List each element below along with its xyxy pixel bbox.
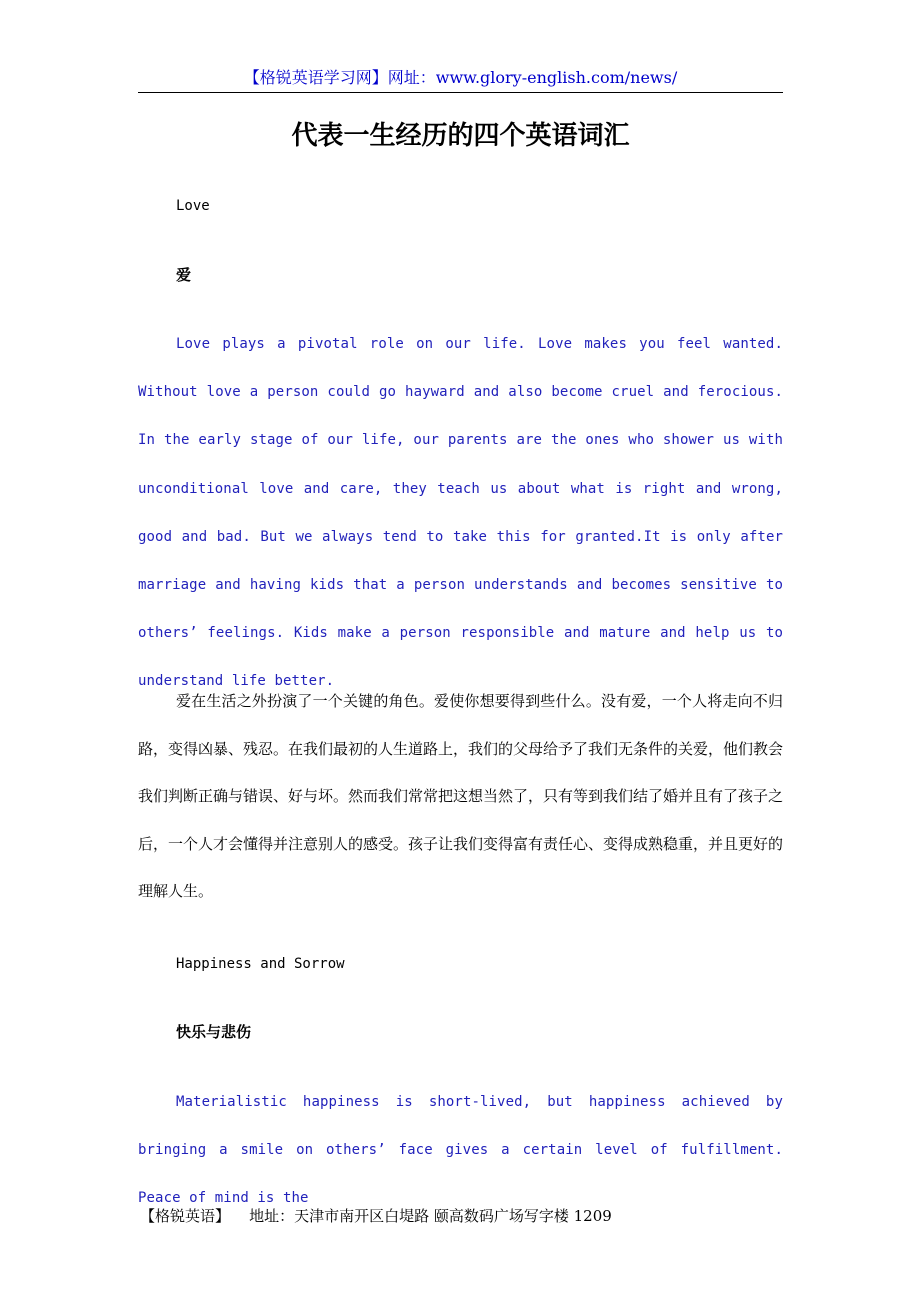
footer-brand: 【格锐英语】 <box>140 1207 231 1225</box>
footer-address: 地址：天津市南开区白堤路 颐高数码广场写字楼 1209 <box>249 1207 612 1225</box>
section-heading-en-love: Love <box>176 198 210 214</box>
paragraph-en-love: Love plays a pivotal role on our life. Love makes you feel wanted. Without love a person could go hayward and also become cruel and ferocious. In the early stage of our life, our parents are the ones who shower us with unconditional love and care, they teach us about what is right and wrong, good and bad. But we always tend to take this for granted.It is only after marriage and having kids that a person understands and becomes sensitive to others’ feelings. Kids make a person responsible and mature and help us to understand life better. <box>138 336 783 690</box>
section-heading-cn-happiness: 快乐与悲伤 <box>176 1023 252 1041</box>
paragraph-en-happiness: Materialistic happiness is short-lived, but happiness achieved by bringing a smile on others’ face gives a certain level of fulfillment. Peace of mind is the <box>138 1094 783 1207</box>
page-footer <box>140 1202 612 1230</box>
section-heading-en-happiness: Happiness and Sorrow <box>176 956 345 972</box>
section-heading-cn-love: 爱 <box>176 266 192 284</box>
page-header <box>138 64 783 93</box>
page-title: 代表一生经历的四个英语词汇 <box>291 121 630 151</box>
header-text: 【格锐英语学习网】网址：www.glory-english.com/news/ <box>243 68 678 87</box>
paragraph-cn-love: 爱在生活之外扮演了一个关键的角色。爱使你想要得到些什么。没有爱，一个人将走向不归路，变得凶暴、残忍。在我们最初的人生道路上，我们的父母给予了我们无条件的关爱，他们教会我们判断正确与错误、好与坏。然而我们常常把这想当然了，只有等到我们结了婚并且有了孩子之后，一个人才会懂得并注意别人的感受。孩子让我们变得富有责任心、变得成熟稳重，并且更好的理解人生。 <box>138 692 784 900</box>
